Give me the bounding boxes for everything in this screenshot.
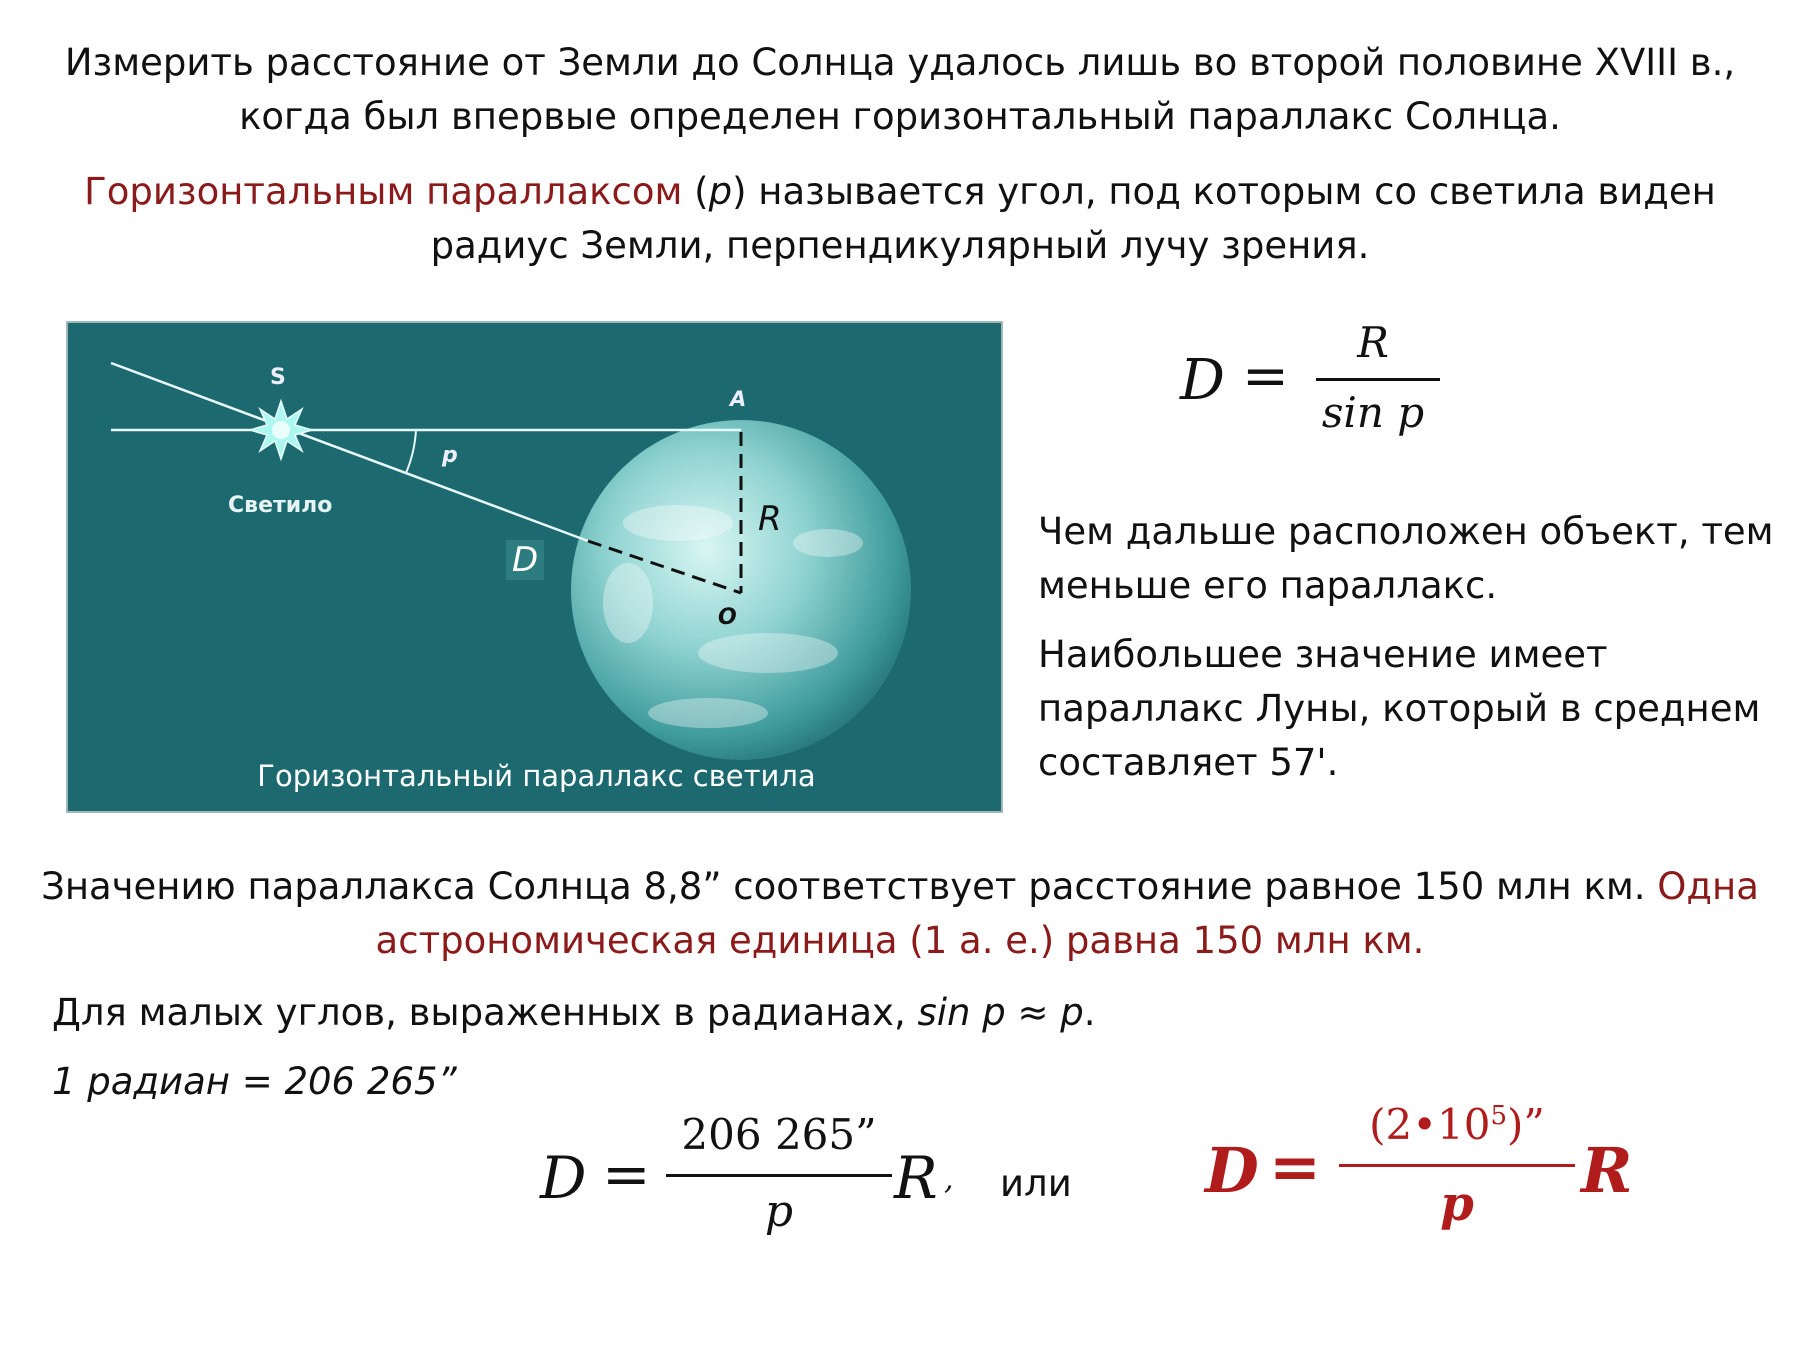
- label-a: A: [730, 387, 747, 411]
- formula2-eq: =: [602, 1140, 651, 1208]
- sun-text-red-2: астрономическая единица (1 а. е.) равна 150 млн км.: [375, 919, 1425, 962]
- formula-distance: [1180, 318, 1440, 448]
- sun-parallax-text: [0, 860, 1800, 968]
- formula3-exponent: 5: [1490, 1101, 1507, 1131]
- formula2-tail: R: [894, 1144, 938, 1212]
- formula2-comma: ,: [944, 1162, 954, 1197]
- formula2-numerator: 206 265”: [681, 1110, 877, 1159]
- angle-arc: [406, 430, 416, 473]
- formula1-lhs: D: [1180, 348, 1225, 413]
- definition-rest: ) называется угол, под которым со светила виден: [732, 170, 1716, 213]
- formula1-numerator: R: [1357, 318, 1389, 367]
- formula2-or: или: [1000, 1162, 1072, 1205]
- parallax-diagram: [66, 321, 1003, 813]
- intro-line-2: когда был впервые определен горизонтальный параллакс Солнца.: [239, 95, 1561, 138]
- side-paragraph-2: Наибольшее значение имеет параллакс Луны, который в среднем составляет 57'.: [1038, 633, 1761, 784]
- label-body: Светило: [228, 493, 333, 518]
- label-r: R: [758, 499, 782, 539]
- formula3-tail: R: [1581, 1134, 1633, 1207]
- radian-text: 1 радиан = 206 265”: [52, 1060, 457, 1103]
- diagram-caption: Горизонтальный параллакс светила: [257, 759, 816, 793]
- small-angles-text: Для малых углов, выраженных в радианах, sin p ≈ p.: [52, 991, 1096, 1034]
- formula2-denominator: p: [764, 1186, 794, 1237]
- formula3-numerator: $(2•10^5)$”: [1369, 1100, 1545, 1149]
- definition-open: (: [682, 170, 709, 213]
- formula1-denominator: sin p: [1321, 388, 1425, 437]
- formula3-bar: [1339, 1164, 1575, 1167]
- formula3-lhs: D: [1205, 1134, 1259, 1207]
- definition-text: [0, 165, 1800, 273]
- definition-symbol: p: [708, 170, 733, 213]
- intro-text: [0, 36, 1800, 144]
- formula-approx: [1205, 1096, 1665, 1246]
- side-paragraph-1: Чем дальше расположен объект, тем меньше его параллакс.: [1038, 510, 1774, 607]
- formula3-denominator: p: [1440, 1176, 1474, 1232]
- formula2-bar: [666, 1174, 892, 1177]
- sun-text-black: Значению параллакса Солнца 8,8” соответствует расстояние равное 150 млн км.: [41, 865, 1646, 908]
- definition-term: Горизонтальным параллаксом: [84, 170, 683, 213]
- intro-line-1: Измерить расстояние от Земли до Солнца удалось лишь во второй половине XVIII в.,: [64, 41, 1736, 84]
- label-o: O: [718, 605, 737, 630]
- label-p: p: [442, 443, 458, 468]
- sight-line: [111, 363, 588, 541]
- formula1-bar: [1316, 378, 1440, 381]
- label-s: S: [270, 365, 286, 390]
- formula1-eq: =: [1242, 344, 1289, 409]
- star-core: [272, 421, 290, 439]
- small-angles-formula: sin p ≈ p: [917, 991, 1084, 1034]
- formula3-eq: =: [1269, 1130, 1321, 1203]
- formula-radian: [540, 1110, 1080, 1250]
- formula2-lhs: D: [540, 1144, 587, 1212]
- definition-line-2: радиус Земли, перпендикулярный лучу зрения.: [430, 224, 1370, 267]
- sun-text-red-1: Одна: [1645, 865, 1759, 908]
- label-d: D: [506, 540, 544, 580]
